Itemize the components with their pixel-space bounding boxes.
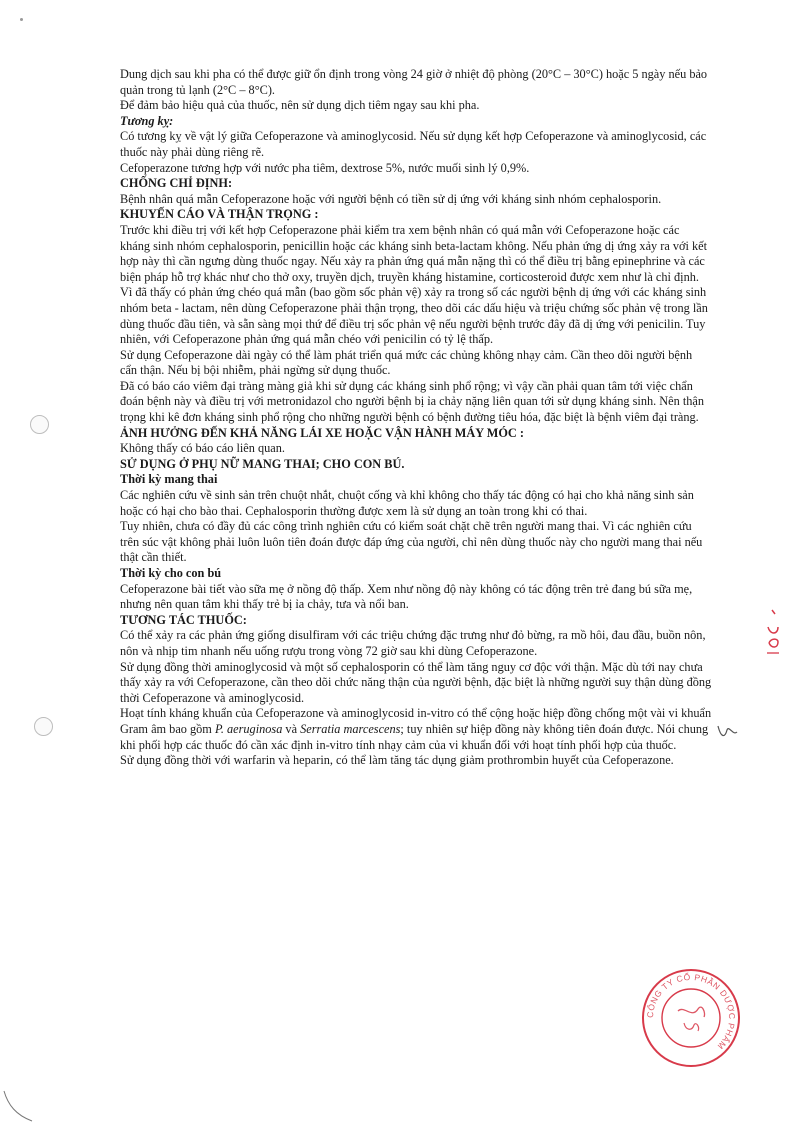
page-corner-curve [0,1083,40,1123]
paragraph [120,706,712,753]
paragraph: Có tương kỵ về vật lý giữa Cefoperazone và aminoglycosid. Nếu sử dụng kết hợp Cefoperazone và aminoglycosid, các thuốc này phải dùng riêng rẽ. [120,129,707,159]
handwritten-initial-icon [715,722,741,742]
paragraph: Trước khi điều trị với kết hợp Cefoperazone phải kiểm tra xem bệnh nhân có quá mẫn với Cefoperazone hoặc các kháng sinh nhóm cephalosporin, penicillin hoặc các kháng sinh beta-lactam không. Nếu phản ứng dị ứng xảy ra với kết hợp này thì cần ngưng dùng thuốc ngay. Nếu xảy ra phản ứng quá mẫn nặng thì có thể điều trị bằng epinephrine và các biện pháp hỗ trợ khác như cho thở oxy, truyền dịch, truyền kháng histamine, corticosteroid được xem như là chỉ định. [120,222,708,284]
subsection-heading: Tương kỵ: [120,113,174,128]
punch-hole-icon [30,415,49,434]
species-name: Serratia marcescens [300,721,401,736]
punch-hole-icon [34,717,53,736]
document-body [120,67,712,769]
section-heading: ẢNH HƯỞNG ĐẾN KHẢ NĂNG LÁI XE HOẶC VẬN HÀNH MÁY MÓC : [120,425,524,440]
section-heading: SỬ DỤNG Ở PHỤ NỮ MANG THAI; CHO CON BÚ. [120,456,405,471]
text-fragment: ; tuy nhiên sự hiệp đồng này không tiên đoán được. Nói chung khi phối hợp các thuốc đó cần xác định in-vitro tính nhạy cảm của vi khuẩn đối với hoạt tính phối hợp của thuốc. [120,721,709,752]
paragraph: Sử dụng đồng thời với warfarin và heparin, có thể làm tăng tác dụng giảm prothrombin huyết của Cefoperazone. [120,753,674,768]
paragraph: Tuy nhiên, chưa có đầy đủ các công trình nghiên cứu có kiểm soát chặt chẽ trên người mang thai. Vì các nghiên cứu trên súc vật không phải luôn luôn tiên đoán được đáp ứng của người, chỉ nên dùng thuốc này cho người mang thai nếu thật cần thiết. [120,519,703,565]
paragraph: Các nghiên cứu về sinh sản trên chuột nhắt, chuột cống và khỉ không cho thấy tác động có hại cho khả năng sinh sản hoặc có hại cho bào thai. Cephalosporin thường được xem là sử dụng an toàn trong khi có thai. [120,488,694,518]
paragraph: Vì đã thấy có phản ứng chéo quá mẫn (bao gồm sốc phản vệ) xảy ra trong số các người bệnh dị ứng với các kháng sinh nhóm beta - lactam, nên dùng Cefoperazone phải thận trọng, theo dõi các dấu hiệu và triệu chứng sốc phản vệ trong lần dùng thuốc đầu tiên, và sẵn sàng mọi thứ để điều trị sốc phản vệ nếu người bệnh trước đây đã dị ứng với penicilin. Tuy nhiên, với Cefoperazone phản ứng quá mẫn chéo với penicilin có tỷ lệ thấp. [120,285,708,347]
section-heading: CHỐNG CHỈ ĐỊNH: [120,176,233,191]
paragraph: Sử dụng đồng thời aminoglycosid và một số cephalosporin có thể làm tăng nguy cơ độc với thận. Mặc dù tới nay chưa thấy xảy ra với Cefoperazone, cần theo dõi chức năng thận của người bệnh, đặc biệt là những người suy thận dùng đồng thời Cefoperazone và aminoglycosid. [120,659,712,705]
paragraph: Sử dụng Cefoperazone dài ngày có thể làm phát triển quá mức các chủng không nhạy cảm. Cần theo dõi người bệnh cẩn thận. Nếu bị bội nhiễm, phải ngừng sử dụng thuốc. [120,347,693,378]
paragraph: Để đảm bảo hiệu quả của thuốc, nên sử dụng dịch tiêm ngay sau khi pha. [120,98,480,113]
subsection-heading: Thời kỳ cho con bú [120,566,222,580]
paragraph: Cefoperazone tương hợp với nước pha tiêm, dextrose 5%, nước muối sinh lý 0,9%. [120,160,530,175]
text-fragment: Hoạt tính kháng khuẩn của Cefoperazone và aminoglycosid in-vitro có thể cộng hoặc hiệp đồng chống một vài vi khuẩn Gram âm bao gồm [120,706,712,736]
paragraph: Có thể xảy ra các phản ứng giống disulfiram với các triệu chứng đặc trưng như đỏ bừng, ra mồ hôi, đau đầu, buồn nôn, nôn và nhịp tim nhanh nếu uống rượu trong vòng 72 giờ sau khi dùng Cefoperazone. [120,628,706,658]
svg-text:CÔNG TY CỔ PHẦN DƯỢC PHẨM: CÔNG TY CỔ PHẦN DƯỢC PHẨM [644,971,738,1052]
section-heading: KHUYẾN CÁO VÀ THẬN TRỌNG : [120,207,319,222]
company-seal-icon [640,967,742,1069]
paragraph: Bệnh nhân quá mẫn Cefoperazone hoặc với người bệnh có tiền sử dị ứng với kháng sinh nhóm cephalosporin. [120,191,662,206]
paragraph: Dung dịch sau khi pha có thể được giữ ổn định trong vòng 24 giờ ở nhiệt độ phòng (20°C – 30°C) hoặc 5 ngày nếu bảo quản trong tủ lạnh (2°C – 8°C). [120,67,708,97]
paragraph: Không thấy có báo cáo liên quan. [120,441,285,456]
text-fragment: và [282,721,301,736]
scan-speck [20,18,23,21]
paragraph: Đã có báo cáo viêm đại tràng màng giả khi sử dụng các kháng sinh phổ rộng; vì vậy cần phải quan tâm tới việc chẩn đoán bệnh này và điều trị với metronidazol cho người bệnh bị ỉa chảy nặng liên quan tới sử dụng kháng sinh. Nên thận trọng khi kê đơn kháng sinh phổ rộng cho những người bệnh có bệnh đường tiêu hóa, đặc biệt là bệnh viêm đại tràng. [120,378,705,425]
subsection-heading: Thời kỳ mang thai [120,472,218,487]
section-heading: TƯƠNG TÁC THUỐC: [120,612,247,627]
paragraph: Cefoperazone bài tiết vào sữa mẹ ở nồng độ thấp. Xem như nồng độ này không có tác động trên trẻ đang bú sữa mẹ, nhưng nên quan tâm khi thấy trẻ bị ỉa chảy, tưa và nổi ban. [120,581,693,612]
species-name: P. aeruginosa [214,721,283,736]
margin-ink-marks [760,605,790,665]
